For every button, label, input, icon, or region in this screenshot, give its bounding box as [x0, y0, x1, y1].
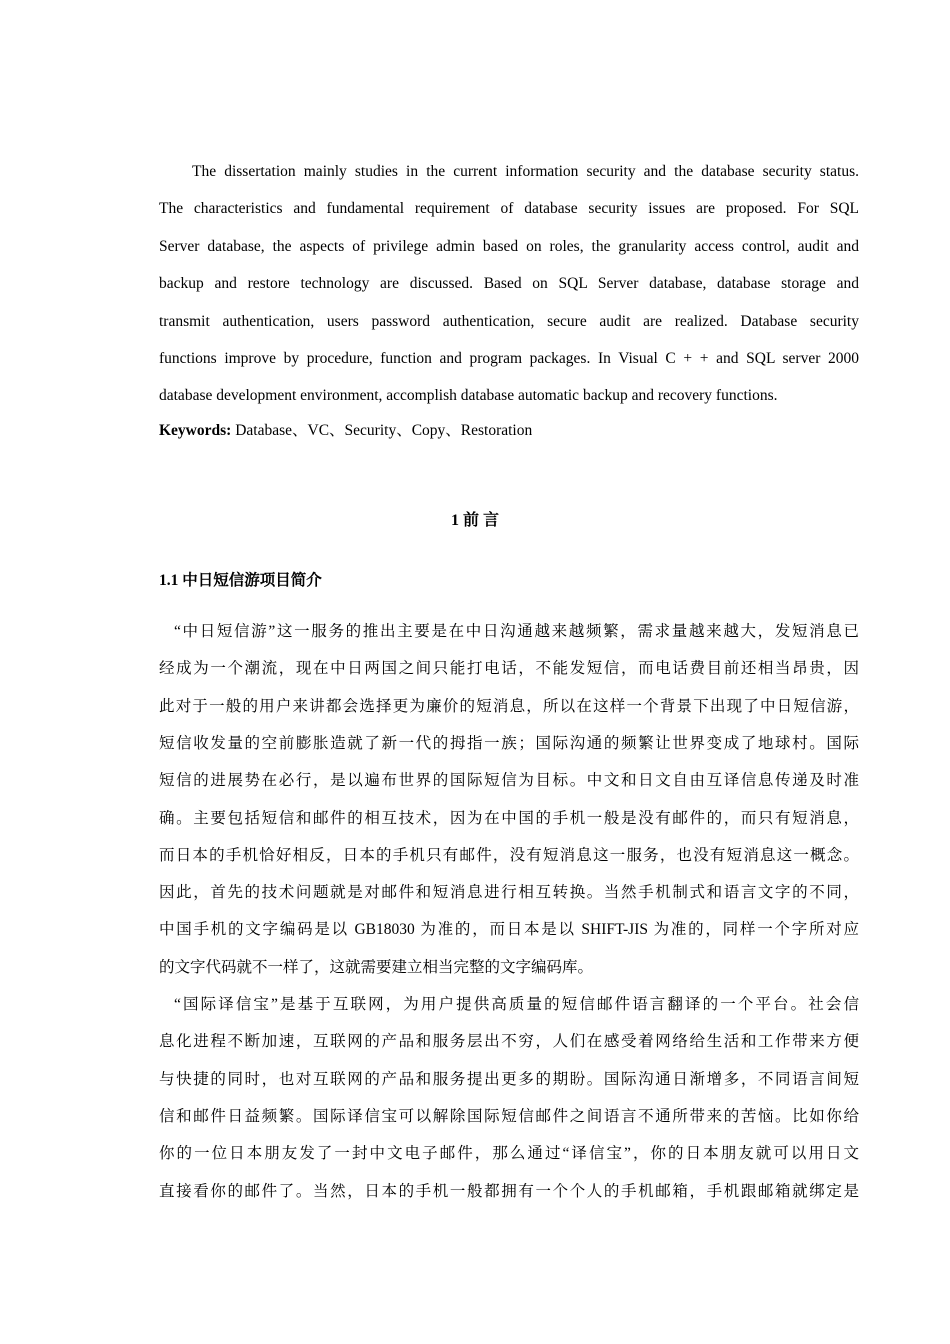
text-line: 息化进程不断加速，互联网的产品和服务层出不穷，人们在感受着网络给生活和工作带来方便	[159, 1033, 859, 1051]
text-line: “中日短信游”这一服务的推出主要是在中日沟通越来越频繁，需求量越来越大，发短消息已	[174, 623, 859, 640]
text-line: 经成为一个潮流，现在中日两国之间只能打电话，不能发短信，而电话费目前还相当昂贵，因	[159, 660, 859, 678]
text-line: 而日本的手机恰好相反，日本的手机只有邮件，没有短消息这一服务，也没有短消息这一概念。	[159, 846, 859, 864]
text-line: backup and restore technology are discussed. Based on SQL Server database, database storage and	[159, 275, 859, 293]
text-line: functions improve by procedure, function and program packages. In Visual C + + and SQL server 2000	[159, 350, 859, 367]
text-line: The characteristics and fundamental requirement of database security issues are proposed. For SQL	[159, 200, 859, 218]
text-line: 短信的进展势在必行，是以遍布世界的国际短信为目标。中文和日文自由互译信息传递及时准	[159, 772, 859, 790]
text-line: 此对于一般的用户来讲都会选择更为廉价的短消息，所以在这样一个背景下出现了中日短信游，	[159, 697, 859, 715]
keywords-value: Database、VC、Security、Copy、Restoration	[231, 422, 533, 439]
text-line: 你的一位日本朋友发了一封中文电子邮件，那么通过“译信宝”，你的日本朋友就可以用日文	[159, 1145, 859, 1163]
keywords-line	[159, 421, 859, 441]
chapter-heading: 1 前 言	[450, 512, 499, 529]
text-line: 中国手机的文字编码是以 GB18030 为准的，而日本是以 SHIFT-JIS 为准的，同样一个字所对应	[159, 921, 859, 939]
text-line: 短信收发量的空前膨胀造就了新一代的拇指一族；国际沟通的频繁让世界变成了地球村。国际	[159, 734, 859, 752]
text-line: database development environment, accomplish database automatic backup and recovery functions.	[159, 387, 778, 405]
text-line: The dissertation mainly studies in the current information security and the database security status.	[192, 163, 859, 180]
text-line: 信和邮件日益频繁。国际译信宝可以解除国际短信邮件之间语言不通所带来的苦恼。比如你给	[159, 1107, 859, 1125]
text-line: 直接看你的邮件了。当然，日本的手机一般都拥有一个个人的手机邮箱，手机跟邮箱就绑定是	[159, 1182, 859, 1200]
text-line: 与快捷的同时，也对互联网的产品和服务提出更多的期盼。国际沟通日渐增多，不同语言间短	[159, 1070, 859, 1088]
text-line: 因此，首先的技术问题就是对邮件和短消息进行相互转换。当然手机制式和语言文字的不同，	[159, 884, 859, 902]
section-heading: 1.1 中日短信游项目简介	[159, 572, 322, 589]
text-line: transmit authentication, users password authentication, secure audit are realized. Database security	[159, 312, 859, 330]
text-line: 确。主要包括短信和邮件的相互技术，因为在中国的手机一般是没有邮件的，而只有短消息，	[159, 809, 859, 827]
text-line: “国际译信宝”是基于互联网，为用户提供高质量的短信邮件语言翻译的一个平台。社会信	[174, 996, 859, 1013]
keywords-label: Keywords:	[159, 422, 232, 439]
text-line: Server database, the aspects of privilege admin based on roles, the granularity access control, audit and	[159, 237, 859, 255]
text-line: 的文字代码就不一样了，这就需要建立相当完整的文字编码库。	[159, 958, 594, 976]
